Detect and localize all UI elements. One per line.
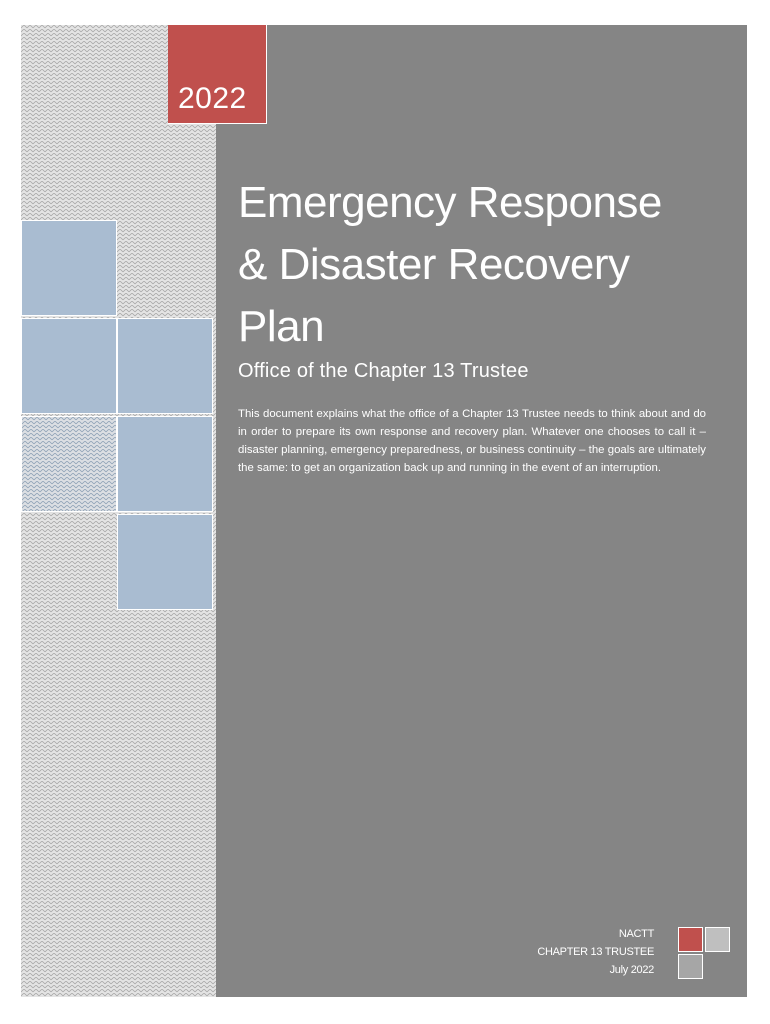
year-label: 2022 [178,82,247,115]
document-title [238,172,718,358]
title-line: Plan [238,302,325,351]
patterned-blue-tile [21,416,117,512]
document-abstract: This document explains what the office of a Chapter 13 Trustee needs to think about and do in order to prepare its own response and recovery plan. Whatever one chooses to call it – disaster planning, emergency preparedness, or business continuity – the goals are ultimately the same: to get an organization back up and running in the event of an interruption. [238,408,706,474]
logo-gray-square [705,927,730,952]
squares-logo-icon [678,927,732,981]
footer-role: CHAPTER 13 TRUSTEE [537,946,654,958]
logo-red-square [678,927,703,952]
footer-organization: NACTT [618,928,654,940]
document-subtitle: Office of the Chapter 13 Trustee [238,360,529,382]
year-badge [168,25,267,124]
cover-footer [537,925,654,979]
title-line: & Disaster Recovery [238,240,630,289]
footer-date: July 2022 [609,964,654,976]
blue-tile [117,514,213,610]
blue-tile [117,416,213,512]
blue-tile [21,220,117,316]
title-line: Emergency Response [238,178,662,227]
blue-tile [21,318,117,414]
blue-tile [117,318,213,414]
logo-gray-square [678,954,703,979]
gray-title-panel [216,25,747,997]
